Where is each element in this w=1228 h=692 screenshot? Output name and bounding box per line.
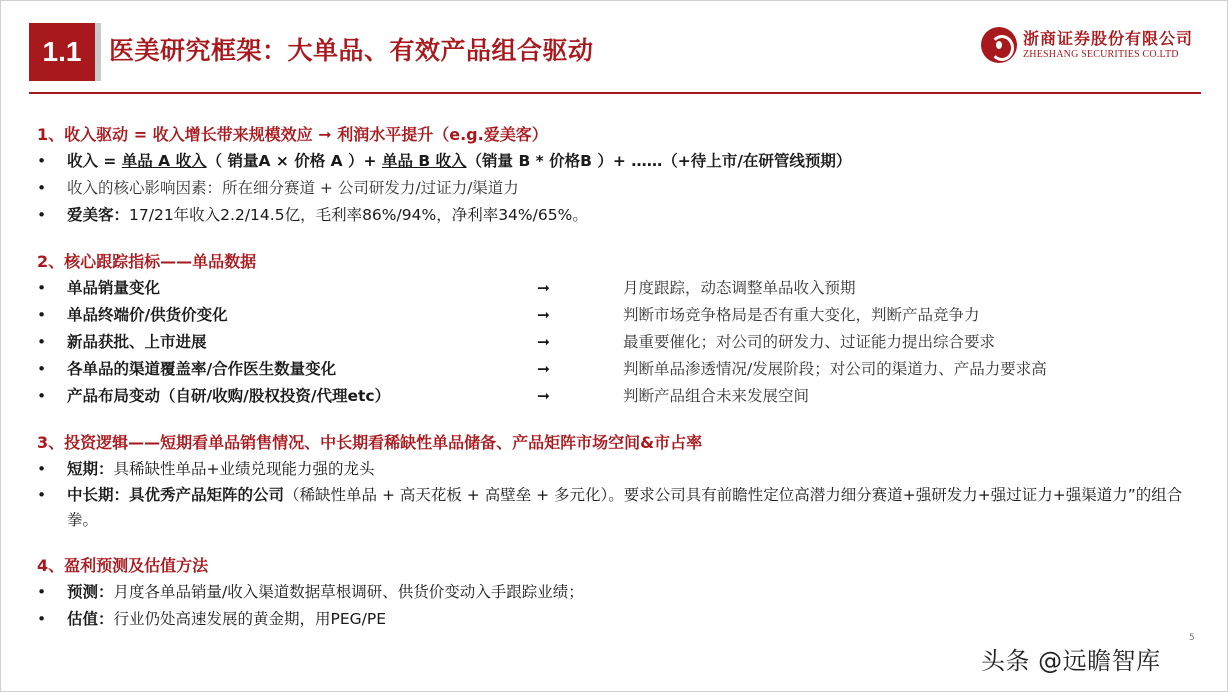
forecast-text: 月度各单品销量/收入渠道数据草根调研、供货价变动入手跟踪业绩； xyxy=(113,583,584,601)
right-arrow-icon: ➞ xyxy=(537,279,550,297)
bullet: • xyxy=(37,179,47,197)
revenue-formula-prefix: 收入 = xyxy=(67,152,122,170)
tracking-desc: 最重要催化；对公司的研发力、过证能力提出综合要求 xyxy=(623,333,996,351)
valuation-text: 行业仍处高速发展的黄金期，用PEG/PE xyxy=(113,610,387,628)
bullet: • xyxy=(37,486,47,504)
bullet: • xyxy=(37,583,47,601)
list-item xyxy=(37,456,1207,483)
right-arrow-icon: ➞ xyxy=(537,387,550,405)
tracking-label: 单品销量变化 xyxy=(67,279,161,297)
tracking-row xyxy=(37,356,1207,383)
long-term-label: 中长期：具优秀产品矩阵的公司 xyxy=(67,486,285,504)
imeik-label: 爱美客： xyxy=(67,206,130,224)
tracking-row xyxy=(37,302,1207,329)
right-arrow-icon: ➞ xyxy=(537,360,550,378)
forecast-label: 预测： xyxy=(67,583,114,601)
bullet: • xyxy=(37,306,47,324)
bullet: • xyxy=(37,360,47,378)
revenue-factors-text: 收入的核心影响因素：所在细分赛道 + 公司研发力/过证力/渠道力 xyxy=(67,179,519,197)
list-item xyxy=(37,579,1207,606)
section-2-heading: 2、核心跟踪指标——单品数据 xyxy=(37,252,257,271)
title-accent-bar xyxy=(95,23,101,81)
header-divider xyxy=(29,92,1201,94)
section-number-badge: 1.1 xyxy=(29,23,95,81)
bullet: • xyxy=(37,387,47,405)
product-a-formula: （ 销量A × 价格 A ）+ xyxy=(206,152,382,170)
long-term-text: （稀缺性单品 + 高天花板 + 高壁垒 + 多元化）。要求公司具有前瞻性定位高潜力细分赛道+强研发力+强过证力+强渠道力”的组合拳。 xyxy=(67,486,1183,529)
bullet: • xyxy=(37,206,47,224)
imeik-financials-text: 17/21年收入2.2/14.5亿，毛利率86%/94%，净利率34%/65%。 xyxy=(129,206,588,224)
tracking-desc: 判断产品组合未来发展空间 xyxy=(623,387,810,405)
tracking-desc: 判断单品渗透情况/发展阶段；对公司的渠道力、产品力要求高 xyxy=(623,360,1047,378)
logo-mark-icon xyxy=(981,27,1017,63)
tracking-row xyxy=(37,275,1207,302)
slide-content xyxy=(37,122,1207,633)
tracking-label: 各单品的渠道覆盖率/合作医生数量变化 xyxy=(67,360,337,378)
logo-text-cn: 浙商证券股份有限公司 xyxy=(1023,29,1194,48)
company-logo xyxy=(981,25,1193,65)
bullet: • xyxy=(37,279,47,297)
page-number: 5 xyxy=(1189,633,1195,643)
product-b-formula: （销量 B * 价格B ）+ ……（+待上市/在研管线预期） xyxy=(466,152,852,170)
section-3-heading: 3、投资逻辑——短期看单品销售情况、中长期看稀缺性单品储备、产品矩阵市场空间&市占率 xyxy=(37,433,703,452)
list-item xyxy=(37,606,1207,633)
watermark: 头条 @远瞻智库 xyxy=(981,647,1161,675)
product-a-revenue: 单品 A 收入 xyxy=(121,152,207,170)
tracking-desc: 判断市场竞争格局是否有重大变化，判断产品竞争力 xyxy=(623,306,980,324)
section-1-heading: 1、收入驱动 = 收入增长带来规模效应 ➞ 利润水平提升（e.g.爱美客） xyxy=(37,125,548,144)
short-term-text: 具稀缺性单品+业绩兑现能力强的龙头 xyxy=(113,460,375,478)
right-arrow-icon: ➞ xyxy=(537,333,550,351)
short-term-label: 短期： xyxy=(67,460,114,478)
product-b-revenue: 单品 B 收入 xyxy=(381,152,467,170)
logo-text-en: ZHESHANG SECURITIES CO.LTD xyxy=(1023,49,1179,60)
tracking-desc: 月度跟踪，动态调整单品收入预期 xyxy=(623,279,856,297)
section-4-heading: 4、盈利预测及估值方法 xyxy=(37,556,209,575)
list-item xyxy=(37,175,1207,202)
list-item xyxy=(37,483,1207,533)
bullet: • xyxy=(37,460,47,478)
bullet: • xyxy=(37,152,47,170)
tracking-label: 新品获批、上市进展 xyxy=(67,333,207,351)
valuation-label: 估值： xyxy=(67,610,114,628)
right-arrow-icon: ➞ xyxy=(537,306,550,324)
bullet: • xyxy=(37,610,47,628)
list-item xyxy=(37,148,1207,175)
tracking-row xyxy=(37,329,1207,356)
bullet: • xyxy=(37,333,47,351)
list-item xyxy=(37,202,1207,229)
tracking-label: 产品布局变动（自研/收购/股权投资/代理etc） xyxy=(67,387,391,405)
tracking-label: 单品终端价/供货价变化 xyxy=(67,306,228,324)
page-title: 医美研究框架：大单品、有效产品组合驱动 xyxy=(109,36,594,65)
tracking-row xyxy=(37,383,1207,410)
